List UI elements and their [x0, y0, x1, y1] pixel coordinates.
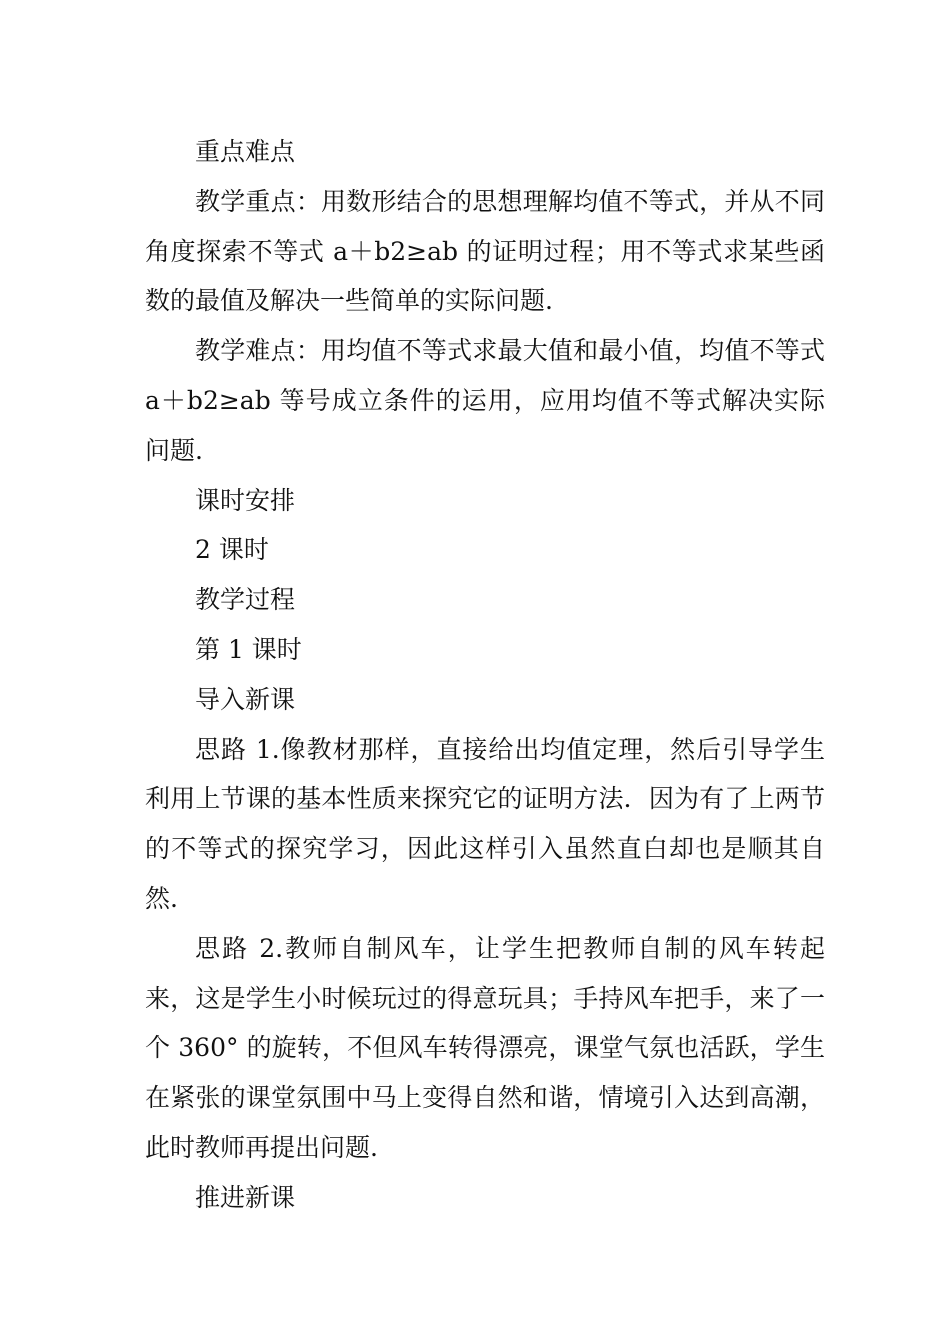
section-heading-schedule: 课时安排	[195, 485, 296, 515]
section-heading-lesson-1: 第 1 课时	[195, 634, 302, 664]
section-heading-introduction: 导入新课	[195, 684, 296, 714]
paragraph-teaching-focus: 教学重点：用数形结合的思想理解均值不等式，并从不同角度探索不等式 a＋b2≥ab 的证明过程；用不等式求某些函数的最值及解决一些简单的实际问题.	[145, 186, 825, 316]
section-heading-new-lesson: 推进新课	[195, 1182, 296, 1212]
document-body	[145, 127, 825, 1223]
text-lesson-count: 2 课时	[195, 535, 269, 565]
section-heading-teaching-process: 教学过程	[195, 585, 296, 615]
paragraph-teaching-difficulty: 教学难点：用均值不等式求最大值和最小值，均值不等式 a＋b2≥ab 等号成立条件的运用，应用均值不等式解决实际问题.	[145, 336, 825, 465]
section-heading-key-difficult-points: 重点难点	[195, 137, 296, 166]
paragraph-approach-1: 思路 1.像教材那样，直接给出均值定理，然后引导学生利用上节课的基本性质来探究它的证明方法．因为有了上两节的不等式的探究学习，因此这样引入虽然直白却也是顺其自然.	[145, 734, 825, 913]
paragraph-approach-2: 思路 2.教师自制风车，让学生把教师自制的风车转起来，这是学生小时候玩过的得意玩具；手持风车把手，来了一个 360° 的旋转，不但风车转得漂亮，课堂气氛也活跃，学生在紧张的课堂氛围中马上变得自然和谐，情境引入达到高潮，此时教师再提出问题.	[145, 933, 825, 1162]
